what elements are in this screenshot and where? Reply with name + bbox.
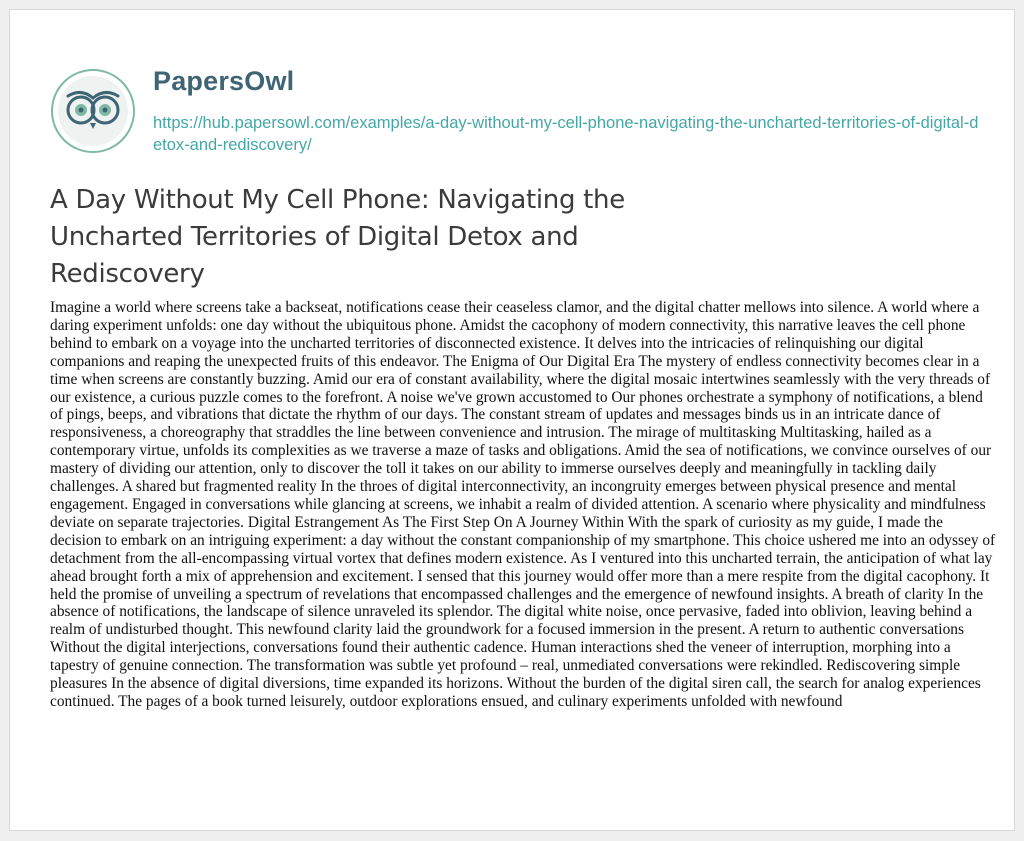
- brand-name[interactable]: PapersOwl: [153, 66, 295, 96]
- essay-title: A Day Without My Cell Phone: Navigating the Uncharted Territories of Digital Detox and Rediscovery: [50, 185, 625, 289]
- essay-page: [9, 9, 1015, 831]
- header: [50, 62, 990, 162]
- essay-body: Imagine a world where screens take a backseat, notifications cease their ceaseless clamor, and the digital chatter mellows into silence. A world where a daring experiment unfolds: one day without the ubiquitous phone. Amidst the cacophony of modern connectivity, this narrative leaves the cell phone behind to embark on a voyage into the uncharted territories of disconnected existence. It delves into the intricacies of relinquishing our digital companions and reaping the unexpected fruits of this endeavor. The Enigma of Our Digital Era The mystery of endless connectivity becomes clear in a time when screens are constantly buzzing. Amid our era of constant availability, where the digital mosaic intertwines seamlessly with the very threads of our existence, a curious puzzle comes to the forefront. A noise we've grown accustomed to Our phones orchestrate a symphony of notifications, a blend of pings, beeps, and vibrations that dictate the rhythm of our days. The constant stream of updates and messages binds us in an intricate dance of responsiveness, a choreography that straddles the line between convenience and intrusion. The mirage of multitasking Multitasking, hailed as a contemporary virtue, unfolds its complexities as we traverse a maze of tasks and obligations. Amid the sea of notifications, we convince ourselves of our mastery of dividing our attention, only to discover the toll it takes on our ability to immerse ourselves deeply and meaningfully in tackling daily challenges. A shared but fragmented reality In the throes of digital interconnectivity, an incongruity emerges between physical presence and mental engagement. Engaged in conversations while glancing at screens, we inhabit a realm of divided attention. A scenario where physicality and mindfulness deviate on separate trajectories. Digital Estrangement As The First Step On A Journey Within With the spark of curiosity as my guide, I made the decision to embark on an intriguing experiment: a day without the constant companionship of my smartphone. This choice ushered me into an odyssey of detachment from the all-encompassing virtual vortex that defines modern existence. As I ventured into this uncharted terrain, the anticipation of what lay ahead brought forth a mix of apprehension and excitement. I sensed that this journey would offer more than a mere respite from the digital cacophony. It held the promise of unveiling a spectrum of revelations that encompassed challenges and the emergence of newfound insights. A breath of clarity In the absence of notifications, the landscape of silence unraveled its splendor. The digital white noise, once pervasive, faded into oblivion, leaving behind a realm of undisturbed thought. This newfound clarity laid the groundwork for a focused immersion in the present. A return to authentic conversations Without the digital interjections, conversations found their authentic cadence. Human interactions shed the veneer of interruption, morphing into a tapestry of genuine connection. The transformation was subtle yet profound – real, unmediated conversations were rekindled. Rediscovering simple pleasures In the absence of digital diversions, time expanded its horizons. Without the burden of the digital siren call, the search for analog experiences continued. The pages of a book turned leisurely, outdoor explorations ensued, and culinary experiments unfolded with newfound: [50, 299, 996, 710]
- owl-logo-icon[interactable]: [50, 68, 136, 154]
- source-url[interactable]: https://hub.papersowl.com/examples/a-day-without-my-cell-phone-navigating-the-uncharted-territories-of-digital-detox-and-rediscovery/: [153, 114, 979, 154]
